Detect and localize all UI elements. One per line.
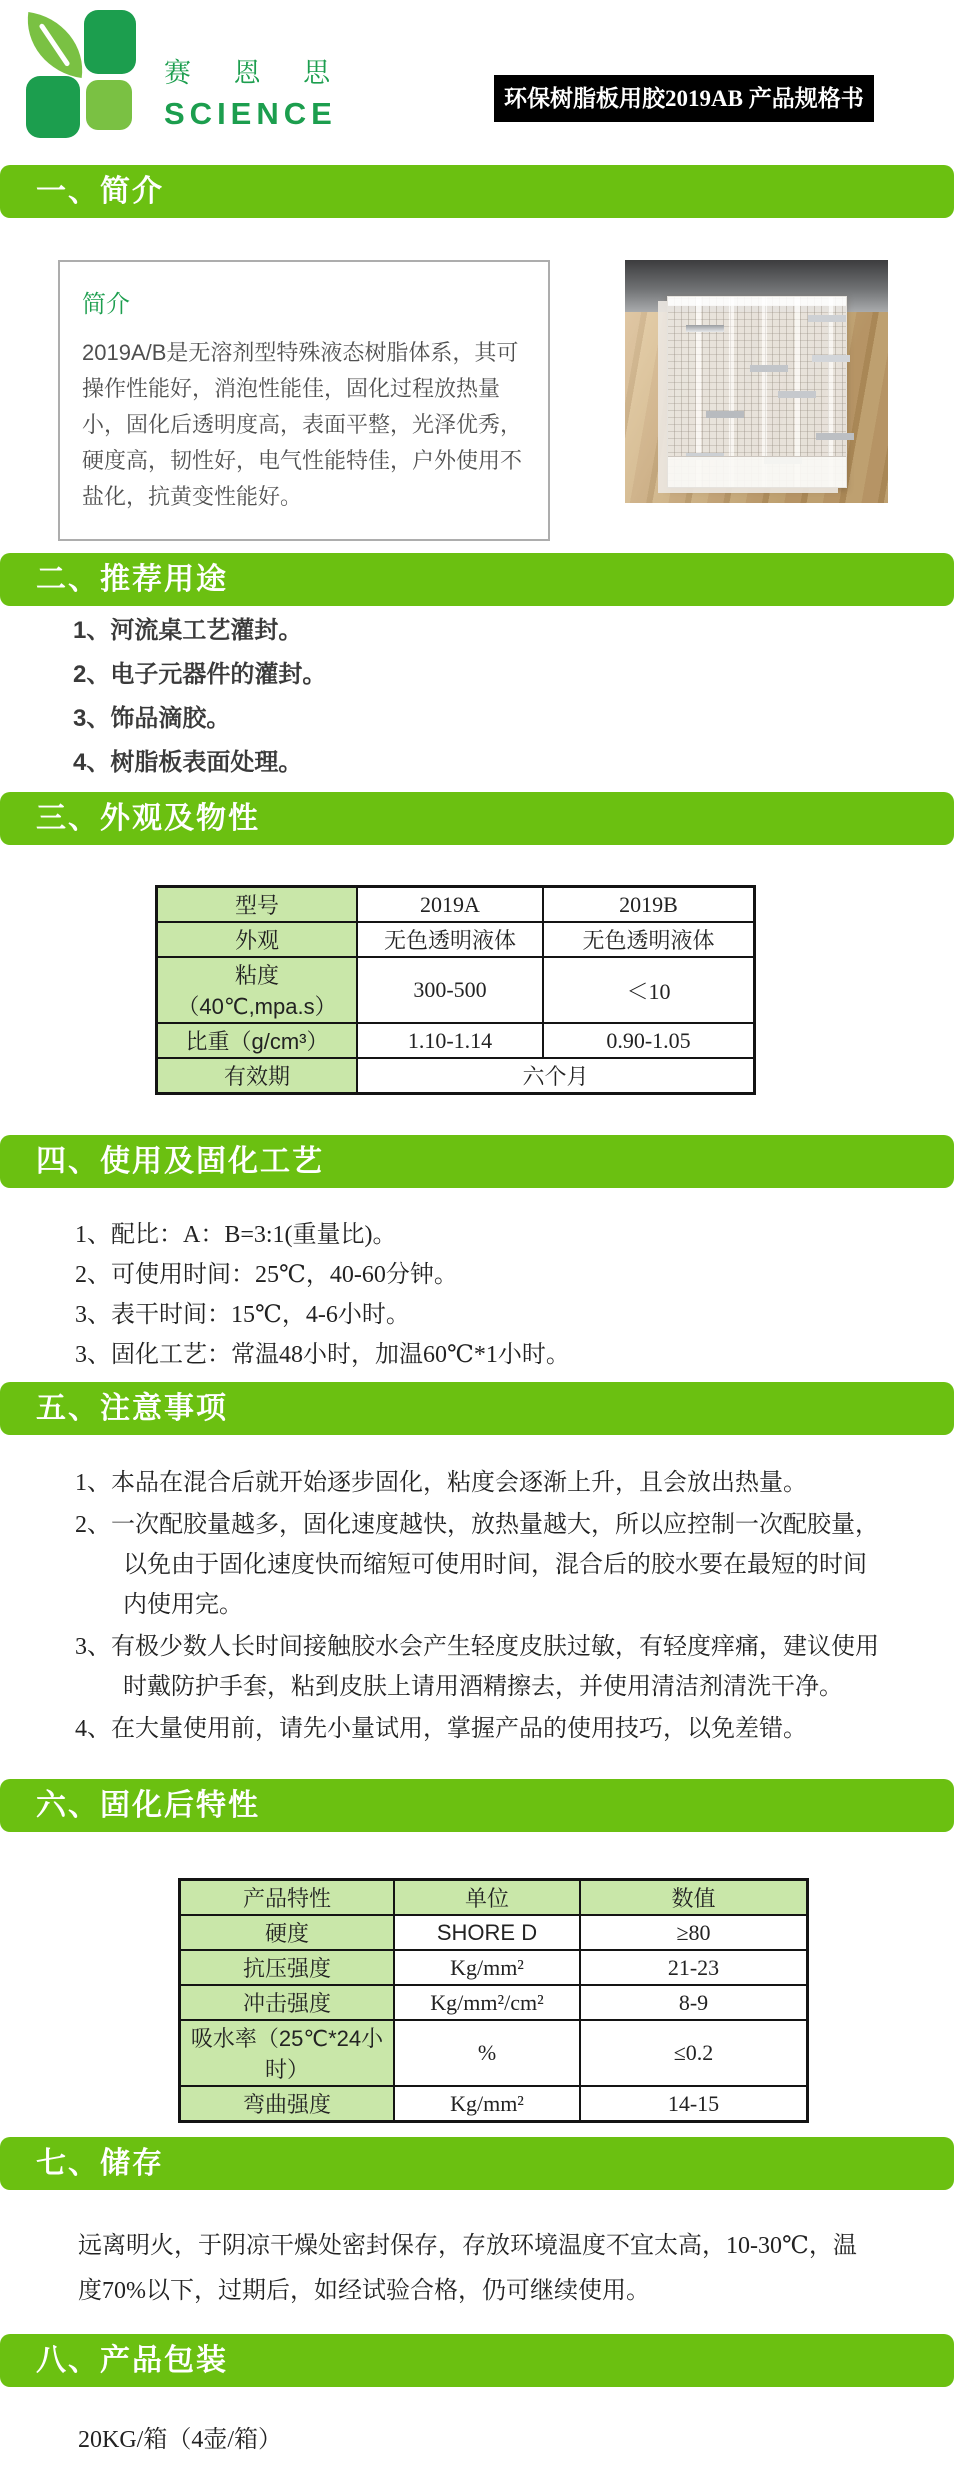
table-header-cell: 产品特性 bbox=[180, 1880, 395, 1916]
table-cell: 无色透明液体 bbox=[543, 922, 755, 957]
table-row bbox=[157, 957, 755, 1023]
section-3-header bbox=[0, 792, 954, 845]
table-row bbox=[157, 887, 755, 923]
intro-box bbox=[58, 260, 550, 541]
table-cell: 型号 bbox=[157, 887, 358, 923]
table-cell: 无色透明液体 bbox=[357, 922, 543, 957]
list-item: 2、一次配胶量越多，固化速度越快，放热量越大，所以应控制一次配胶量，以免由于固化速度快而缩短可使用时间，混合后的胶水要在最短的时间内使用完。 bbox=[75, 1512, 879, 1618]
section-8-title: 八、产品包装 bbox=[36, 2344, 228, 2377]
table-cell: % bbox=[394, 2020, 580, 2086]
table-row bbox=[180, 1985, 808, 2020]
list-item: 1、配比：A：B=3:1(重量比)。 bbox=[75, 1222, 397, 1248]
header bbox=[0, 0, 954, 150]
section-4-title: 四、使用及固化工艺 bbox=[36, 1145, 324, 1178]
table-cell: ＜10 bbox=[543, 957, 755, 1023]
table-header-cell: 单位 bbox=[394, 1880, 580, 1916]
table-cell: 300-500 bbox=[357, 957, 543, 1023]
section-5-header bbox=[0, 1382, 954, 1435]
table-cell: 14-15 bbox=[580, 2086, 808, 2122]
table-row bbox=[180, 2020, 808, 2086]
packaging-text: 20KG/箱（4壶/箱） bbox=[78, 2427, 282, 2453]
precautions-list bbox=[75, 1463, 890, 1749]
storage-text: 远离明火，于阴凉干燥处密封保存，存放环境温度不宜太高，10-30℃，温度70%以下，过期后，如经试验合格，仍可继续使用。 bbox=[78, 2233, 857, 2304]
section-2-title: 二、推荐用途 bbox=[36, 563, 228, 596]
logo-square-bottom-left bbox=[26, 76, 80, 138]
recommended-uses-list bbox=[73, 616, 954, 778]
logo-english-name: SCIENCE bbox=[164, 96, 337, 131]
intro-section bbox=[58, 260, 954, 541]
table-cell: 2019A bbox=[357, 887, 543, 923]
table-row bbox=[180, 2086, 808, 2122]
section-8-header bbox=[0, 2334, 954, 2387]
metal-inserts bbox=[686, 325, 724, 332]
table-cell: 比重（g/cm³） bbox=[157, 1023, 358, 1058]
leaf-vein bbox=[38, 23, 70, 67]
list-item: 4、树脂板表面处理。 bbox=[73, 749, 303, 776]
table-header-cell: 数值 bbox=[580, 1880, 808, 1916]
section-7-header bbox=[0, 2137, 954, 2190]
table-row bbox=[157, 1023, 755, 1058]
table-cell: ≤0.2 bbox=[580, 2020, 808, 2086]
table-cell: Kg/mm²/cm² bbox=[394, 1985, 580, 2020]
resin-panel-bottom-strip bbox=[668, 456, 846, 487]
physical-properties-table bbox=[155, 885, 756, 1095]
logo-chinese-name: 赛 恩 思 bbox=[164, 58, 348, 89]
table-row bbox=[157, 1058, 755, 1094]
table-cell: ≥80 bbox=[580, 1915, 808, 1950]
section-2-header bbox=[0, 553, 954, 606]
document-title: 环保树脂板用胶2019AB 产品规格书 bbox=[494, 75, 874, 122]
table-cell: SHORE D bbox=[394, 1915, 580, 1950]
section-4-header bbox=[0, 1135, 954, 1188]
resin-panel-top-edge bbox=[668, 297, 846, 306]
section-6-title: 六、固化后特性 bbox=[36, 1789, 260, 1822]
table-cell: 吸水率（25℃*24小时） bbox=[180, 2020, 395, 2086]
intro-box-text: 2019A/B是无溶剂型特殊液态树脂体系，其可操作性能好，消泡性能佳，固化过程放热量小，固化后透明度高，表面平整，光泽优秀，硬度高，韧性好，电气性能特佳，户外使用不盐化，抗黄变性能好。 bbox=[82, 340, 523, 509]
table-row bbox=[157, 922, 755, 957]
product-photo bbox=[625, 260, 888, 503]
resin-panel bbox=[667, 296, 847, 488]
company-logo bbox=[24, 10, 347, 140]
list-item: 3、固化工艺：常温48小时，加温60℃*1小时。 bbox=[75, 1342, 570, 1368]
logo-square-center bbox=[86, 80, 132, 130]
table-cell: 1.10-1.14 bbox=[357, 1023, 543, 1058]
list-item: 1、本品在混合后就开始逐步固化，粘度会逐渐上升，且会放出热量。 bbox=[75, 1470, 807, 1496]
table-cell: 粘度（40℃,mpa.s） bbox=[157, 957, 358, 1023]
section-6-header bbox=[0, 1779, 954, 1832]
intro-box-title: 简介 bbox=[82, 291, 130, 318]
section-5-title: 五、注意事项 bbox=[36, 1392, 228, 1425]
list-item: 2、电子元器件的灌封。 bbox=[73, 661, 327, 688]
logo-square-top-right bbox=[84, 10, 136, 74]
table-cell: 外观 bbox=[157, 922, 358, 957]
table-cell: 冲击强度 bbox=[180, 1985, 395, 2020]
leaf-icon bbox=[20, 12, 89, 78]
list-item: 4、在大量使用前，请先小量试用，掌握产品的使用技巧，以免差错。 bbox=[75, 1716, 807, 1742]
section-7-title: 七、储存 bbox=[36, 2147, 164, 2180]
section-1-title: 一、简介 bbox=[36, 175, 164, 208]
table-cell: 21-23 bbox=[580, 1950, 808, 1985]
list-item: 3、有极少数人长时间接触胶水会产生轻度皮肤过敏，有轻度痒痛，建议使用时戴防护手套，粘到皮肤上请用酒精擦去，并使用清洁剂清洗干净。 bbox=[75, 1634, 879, 1700]
section-3-title: 三、外观及物性 bbox=[36, 802, 260, 835]
usage-curing-list bbox=[75, 1222, 954, 1368]
table-cell: 2019B bbox=[543, 887, 755, 923]
table-cell: 抗压强度 bbox=[180, 1950, 395, 1985]
logo-text bbox=[164, 10, 347, 140]
table-cell: Kg/mm² bbox=[394, 1950, 580, 1985]
list-item: 3、表干时间：15℃，4-6小时。 bbox=[75, 1302, 410, 1328]
cured-properties-table bbox=[178, 1878, 809, 2123]
table-cell: 硬度 bbox=[180, 1915, 395, 1950]
table-cell: Kg/mm² bbox=[394, 2086, 580, 2122]
table-row bbox=[180, 1915, 808, 1950]
table-cell: 0.90-1.05 bbox=[543, 1023, 755, 1058]
list-item: 2、可使用时间：25℃，40-60分钟。 bbox=[75, 1262, 458, 1288]
table-cell: 弯曲强度 bbox=[180, 2086, 395, 2122]
company-logo-icon bbox=[24, 10, 136, 140]
list-item: 3、饰品滴胶。 bbox=[73, 705, 231, 732]
section-1-header bbox=[0, 165, 954, 218]
table-cell: 有效期 bbox=[157, 1058, 358, 1094]
table-header-row bbox=[180, 1880, 808, 1916]
table-cell: 8-9 bbox=[580, 1985, 808, 2020]
table-cell: 六个月 bbox=[357, 1058, 755, 1094]
table-row bbox=[180, 1950, 808, 1985]
list-item: 1、河流桌工艺灌封。 bbox=[73, 617, 303, 644]
